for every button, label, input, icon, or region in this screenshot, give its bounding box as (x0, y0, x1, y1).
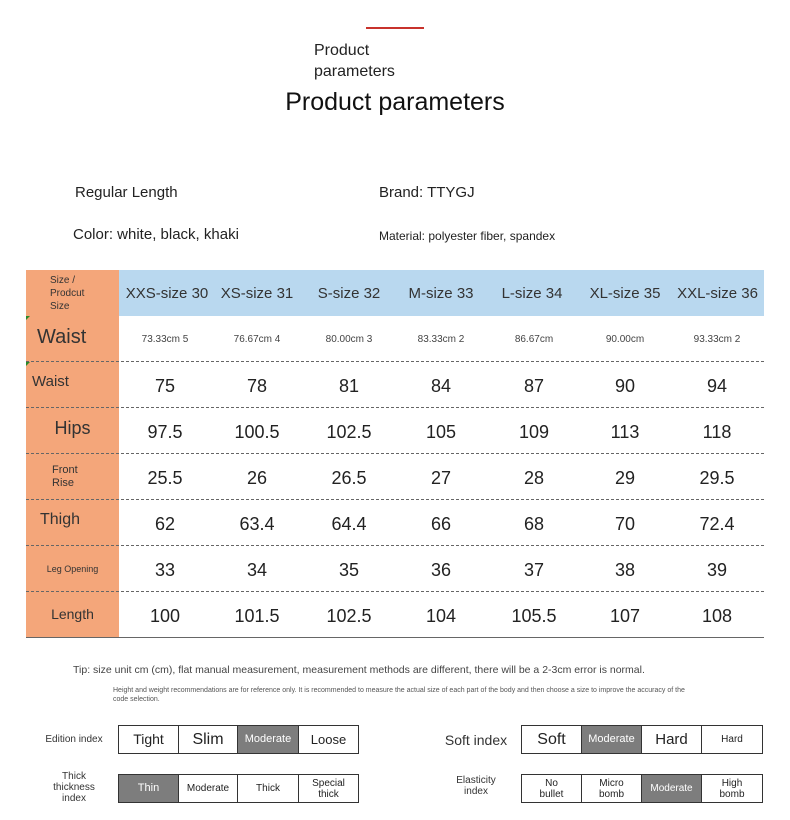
size-header: L-size 34 (501, 284, 563, 302)
elasticity-index-options (521, 774, 763, 803)
accent-line (366, 27, 424, 29)
table-cell: 81 (338, 375, 360, 396)
row-label: Hips (54, 418, 91, 438)
size-header: XS-size 31 (220, 284, 294, 302)
row-label: Length (51, 606, 94, 622)
row-divider (26, 545, 764, 546)
row-label: Leg Opening (46, 563, 99, 574)
soft-option: Hard (721, 734, 743, 745)
row-divider (26, 361, 764, 362)
edition-option: Loose (310, 732, 347, 747)
table-cell: 70 (614, 513, 636, 534)
table-cell: 109 (518, 421, 550, 442)
measurement-tip: Tip: size unit cm (cm), flat manual measurement, measurement methods are different, there will be a 2-3cm error is normal. (73, 664, 645, 676)
table-cell: 38 (614, 559, 636, 580)
table-cell: 84 (430, 375, 452, 396)
edition-option: Moderate (238, 726, 299, 753)
info-length: Regular Length (75, 184, 178, 201)
table-cell: 64.4 (331, 513, 367, 534)
table-cell: 94 (706, 375, 728, 396)
table-cell: 39 (706, 559, 728, 580)
table-cell: 108 (701, 605, 733, 626)
info-brand: Brand: TTYGJ (379, 184, 475, 201)
soft-index-label: Soft index (444, 732, 508, 748)
elasticity-option: Moderate (642, 775, 702, 802)
table-cell: 97.5 (147, 421, 183, 442)
table-cell: 26.5 (331, 467, 367, 488)
row-divider (26, 453, 764, 454)
table-cell: 33 (154, 559, 176, 580)
table-cell: 113 (610, 421, 640, 442)
table-cell: 36 (430, 559, 452, 580)
table-cell: 29.5 (699, 467, 735, 488)
table-cell: 107 (609, 605, 641, 626)
table-cell: 105 (425, 421, 457, 442)
corner-marker (26, 316, 30, 320)
table-cell: 66 (430, 513, 452, 534)
thickness-option: Thick (238, 775, 299, 802)
corner-marker (26, 362, 30, 366)
size-recommendation-note: Height and weight recommendations are for reference only. It is recommended to measure the actual size of each part of the body and then choose a size to improve the accuracy of the code selection. (113, 687, 685, 703)
size-header: XXS-size 30 (125, 284, 209, 302)
table-cell: 104 (425, 605, 457, 626)
table-cell: 26 (246, 467, 268, 488)
table-cell: 76.67cm 4 (233, 333, 281, 345)
table-cell: 102.5 (326, 421, 372, 442)
table-cell: 28 (523, 467, 545, 488)
row-divider (26, 591, 764, 592)
size-header: S-size 32 (317, 284, 381, 302)
table-cell: 86.67cm (514, 333, 554, 345)
table-cell: 80.00cm 3 (325, 333, 373, 345)
row-label: Front Rise (52, 464, 78, 489)
edition-index-options (118, 725, 359, 754)
table-cell: 37 (523, 559, 545, 580)
table-cell: 90 (614, 375, 636, 396)
row-label: Waist (32, 372, 69, 390)
table-cell: 35 (338, 559, 360, 580)
table-cell: 72.4 (699, 513, 735, 534)
size-header: XL-size 35 (589, 284, 661, 302)
thickness-option: Moderate (179, 775, 238, 802)
elasticity-option: No bullet (522, 775, 582, 802)
table-cell: 105.5 (511, 605, 557, 626)
row-label: Thigh (40, 511, 81, 528)
row-divider (26, 499, 764, 500)
row-label: Waist (37, 326, 87, 348)
elasticity-option: High bomb (719, 777, 745, 800)
table-cell: 73.33cm 5 (141, 333, 189, 345)
table-cell: 83.33cm 2 (417, 333, 465, 345)
table-cell: 78 (246, 375, 268, 396)
soft-index-options (521, 725, 763, 754)
soft-option: Moderate (582, 726, 642, 753)
soft-option: Soft (522, 726, 582, 753)
table-cell: 90.00cm (605, 333, 645, 345)
edition-option: Slim (179, 726, 238, 753)
edition-option: Tight (119, 726, 179, 753)
size-corner-label: Size / Prodcut Size (50, 274, 85, 312)
edition-index-label: Edition index (45, 734, 103, 745)
elasticity-index-label: Elasticity index (456, 775, 496, 797)
info-color: Color: white, black, khaki (73, 226, 239, 243)
thickness-index-options (118, 774, 359, 803)
thickness-option: Thin (119, 775, 179, 802)
table-cell: 27 (430, 467, 452, 488)
table-cell: 101.5 (234, 605, 280, 626)
table-cell: 100.5 (234, 421, 280, 442)
soft-option: Hard (642, 726, 702, 753)
section-subtitle: Product parameters (314, 42, 395, 80)
table-cell: 68 (523, 513, 545, 534)
row-divider (26, 407, 764, 408)
size-header: M-size 33 (408, 284, 474, 302)
size-header: XXL-size 36 (677, 284, 758, 302)
table-cell: 75 (154, 375, 176, 396)
table-cell: 87 (523, 375, 545, 396)
row-divider (26, 637, 764, 638)
table-cell: 118 (702, 421, 732, 442)
table-cell: 100 (149, 605, 181, 626)
info-material: Material: polyester fiber, spandex (379, 229, 556, 243)
table-cell: 102.5 (326, 605, 372, 626)
thickness-option: Special thick (312, 777, 345, 800)
size-table (26, 270, 764, 638)
page-title: Product parameters (285, 88, 505, 116)
table-cell: 62 (154, 513, 176, 534)
table-cell: 93.33cm 2 (693, 333, 741, 345)
table-cell: 25.5 (147, 467, 183, 488)
elasticity-option: Micro bomb (582, 775, 642, 802)
thickness-index-label: Thick thickness index (53, 771, 95, 804)
table-cell: 63.4 (239, 513, 275, 534)
table-cell: 29 (614, 467, 636, 488)
table-cell: 34 (246, 559, 268, 580)
